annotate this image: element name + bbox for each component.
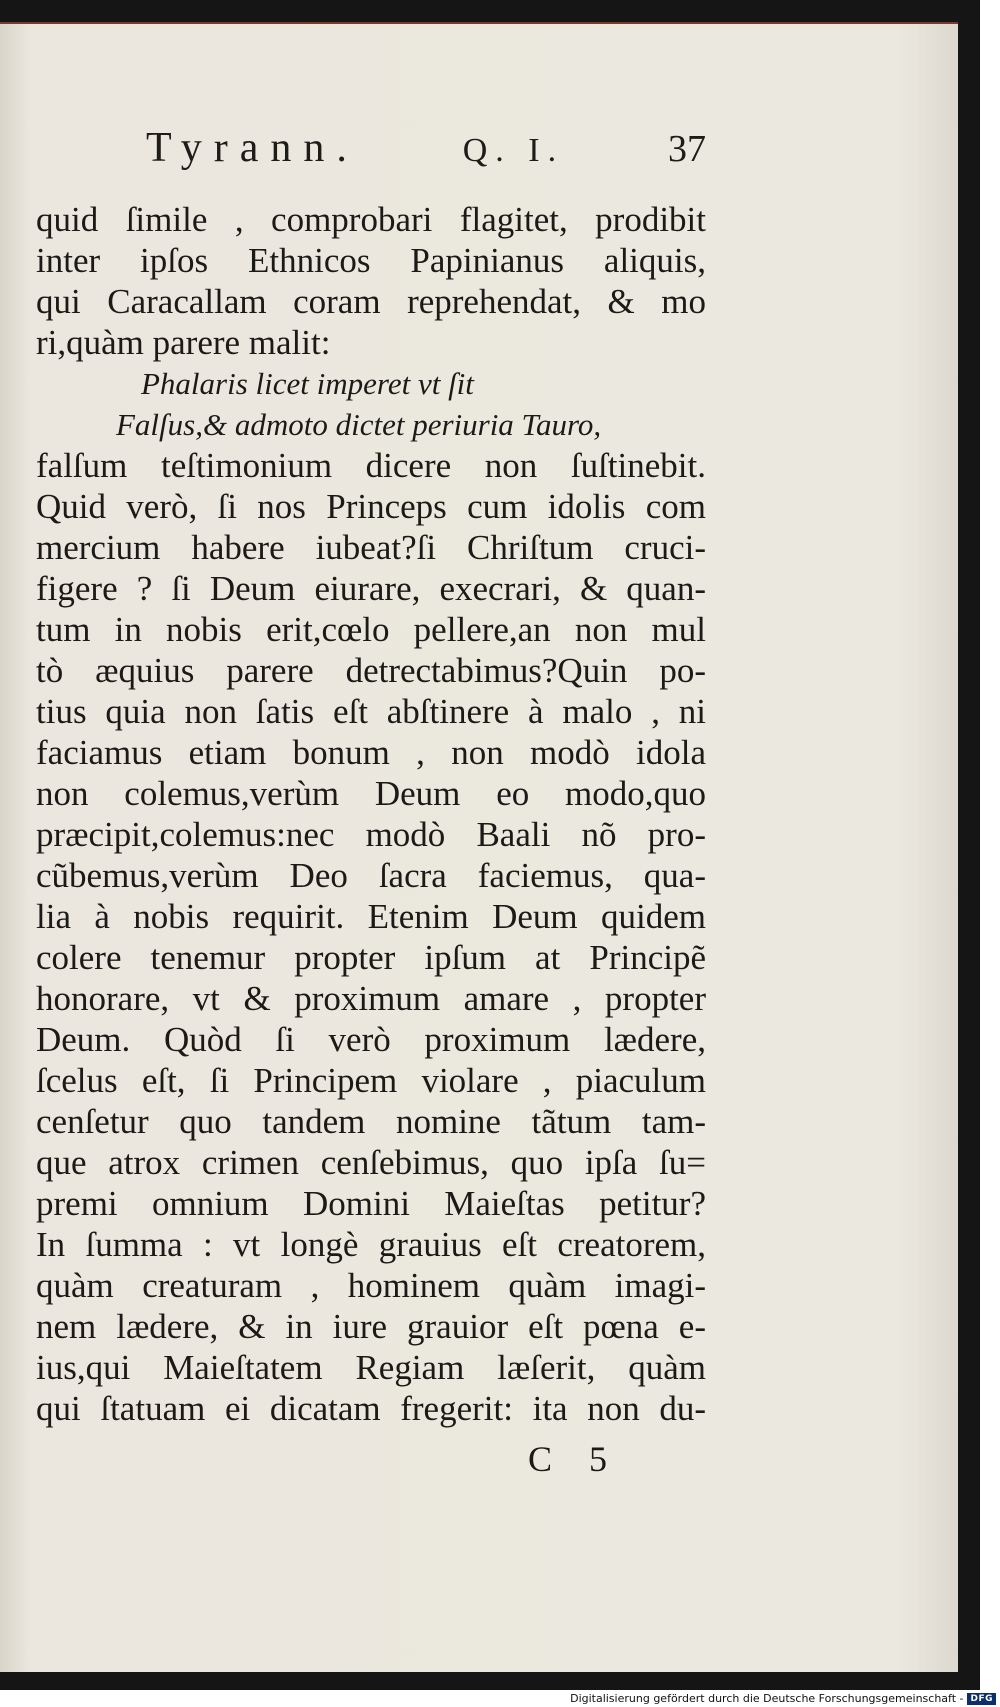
text-line: quid ſimile , comprobari flagitet, prodibit	[36, 200, 706, 239]
text-line: ſcelus eſt, ſi Principem violare , piaculum	[36, 1061, 706, 1100]
text-line: ri,quàm parere malit:	[36, 323, 331, 362]
text-line: non colemus,verùm Deum eo modo,quo	[36, 774, 706, 813]
body-text	[36, 199, 706, 1429]
text-line: tius quia non ſatis eſt abſtinere à malo , ni	[36, 692, 706, 731]
running-head-section: Q. I.	[462, 132, 565, 169]
text-line: premi omnium Domini Maieſtas petitur?	[36, 1184, 706, 1223]
text-line: ius,qui Maieſtatem Regiam læſerit, quàm	[36, 1348, 706, 1387]
dfg-logo-icon: DFG	[967, 1693, 996, 1705]
text-line: Deum. Quòd ſi verò proximum lædere,	[36, 1020, 706, 1059]
page-number: 37	[668, 128, 706, 170]
text-line: qui ſtatuam ei dicatam fregerit: ita non du-	[36, 1389, 706, 1428]
text-line: mercium habere iubeat?ſi Chriſtum cruci-	[36, 528, 706, 567]
text-line: præcipit,colemus:nec modò Baali nõ pro-	[36, 815, 706, 854]
verse-line: Phalaris licet imperet vt ſit	[141, 366, 474, 401]
text-line: qui Caracallam coram reprehendat, & mo	[36, 282, 706, 321]
text-line: tò æquius parere detrectabimus?Quin po-	[36, 651, 706, 690]
text-line: In ſumma : vt longè grauius eſt creatorem,	[36, 1225, 706, 1264]
text-line: inter ipſos Ethnicos Papinianus aliquis,	[36, 241, 706, 280]
verse-line: Falſus,& admoto dictet periuria Tauro,	[116, 407, 602, 442]
running-head	[146, 124, 706, 172]
running-head-title: Tyrann.	[146, 125, 359, 171]
text-line: Quid verò, ſi nos Princeps cum idolis com	[36, 487, 706, 526]
digitization-footer	[0, 1690, 1000, 1707]
signature-mark: C 5	[528, 1439, 608, 1479]
book-page	[0, 22, 958, 1672]
text-line: nem lædere, & in iure grauior eſt pœna e-	[36, 1307, 706, 1346]
text-line: quàm creaturam , hominem quàm imagi-	[36, 1266, 706, 1305]
text-line: figere ? ſi Deum eiurare, execrari, & quan-	[36, 569, 706, 608]
text-line: falſum teſtimonium dicere non ſuſtinebit.	[36, 446, 706, 485]
text-line: cũbemus,verùm Deo ſacra faciemus, qua-	[36, 856, 706, 895]
text-line: colere tenemur propter ipſum at Principẽ	[36, 938, 706, 977]
text-line: lia à nobis requirit. Etenim Deum quidem	[36, 897, 706, 936]
text-line: honorare, vt & proximum amare , propter	[36, 979, 706, 1018]
funding-note: Digitalisierung gefördert durch die Deutsche Forschungsgemeinschaft -	[570, 1692, 964, 1705]
text-line: tum in nobis erit,cœlo pellere,an non mul	[36, 610, 706, 649]
text-line: faciamus etiam bonum , non modò idola	[36, 733, 706, 772]
text-line: que atrox crimen cenſebimus, quo ipſa ſu=	[36, 1143, 706, 1182]
text-line: cenſetur quo tandem nomine tãtum tam-	[36, 1102, 706, 1141]
